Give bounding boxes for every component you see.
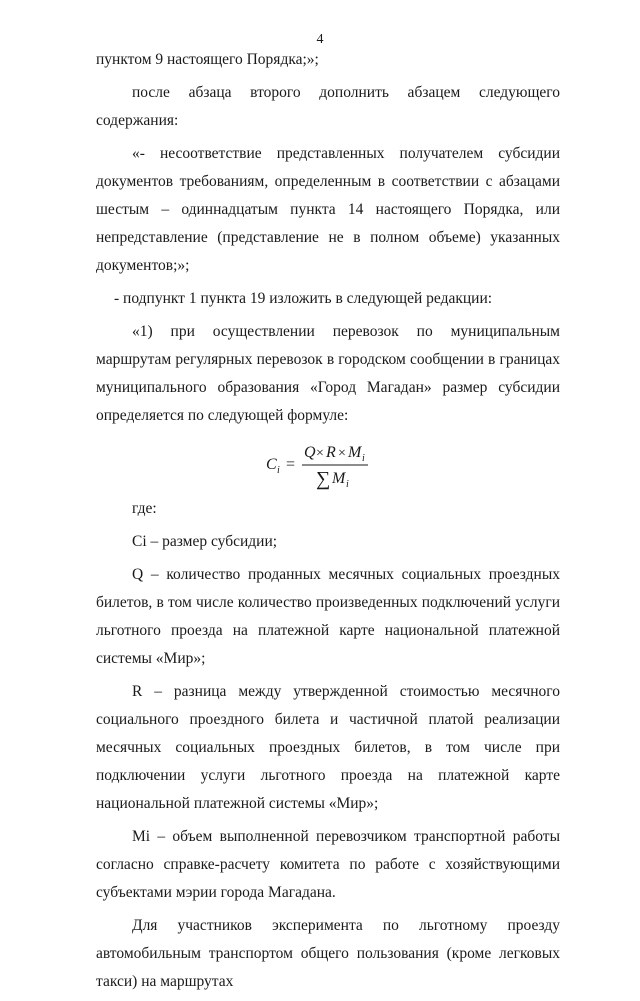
formula-num-r: R bbox=[326, 444, 336, 461]
paragraph-amendment-intro: после абзаца второго дополнить абзацем следующего содержания: bbox=[96, 84, 560, 129]
paragraph-subpoint-intro: - подпункт 1 пункта 19 изложить в следующей редакции: bbox=[114, 290, 493, 307]
paragraph-continuation: пунктом 9 настоящего Порядка;»; bbox=[96, 51, 319, 68]
formula-num-times1: × bbox=[316, 446, 324, 461]
formula-den-sum: ∑ bbox=[316, 468, 331, 490]
formula-lhs: C bbox=[266, 456, 277, 473]
definition-where: где: bbox=[132, 500, 157, 517]
document-body bbox=[96, 46, 560, 1001]
formula-den-m: M bbox=[332, 470, 346, 487]
definition-ci: Ci – размер субсидии; bbox=[132, 533, 278, 550]
definition-mi: Mi – объем выполненной перевозчиком транспортной работы согласно справке-расчету комитета по работе с хозяйствующими субъектами мэрии города Магадана. bbox=[96, 828, 560, 901]
formula-equals: = bbox=[286, 456, 296, 473]
formula-num-times2: × bbox=[338, 446, 346, 461]
formula-num-q: Q bbox=[304, 444, 316, 461]
paragraph-closing: Для участников эксперимента по льготному проезду автомобильным транспортом общего пользования (кроме легковых такси) на маршрутах bbox=[96, 917, 560, 990]
formula bbox=[96, 435, 560, 493]
page-number: 4 bbox=[316, 32, 324, 47]
paragraph-amendment-text: «- несоответствие представленных получателем субсидии документов требованиям, определенным в соответствии с абзацами шестым – одиннадцатым пункта 14 настоящего Порядка, или непредставление (представление не в полном объеме) указанных документов;»; bbox=[96, 145, 560, 274]
paragraph-subpoint-text: «1) при осуществлении перевозок по муниципальным маршрутам регулярных перевозок в городском сообщении в границах муниципального образования «Город Магадан» размер субсидии определяется по следующей формуле: bbox=[96, 323, 560, 424]
formula-lhs-sub: i bbox=[277, 465, 280, 476]
formula-num-m-sub: i bbox=[362, 453, 365, 464]
definition-q: Q – количество проданных месячных социальных проездных билетов, в том числе количество произведенных подключений услуги льготного проезда на платежной карте национальной платежной системы «Мир»; bbox=[96, 566, 560, 667]
formula-den-m-sub: i bbox=[346, 479, 349, 490]
definition-r: R – разница между утвержденной стоимостью месячного социального проездного билета и частичной платой реализации месячных социальных проездных билетов, в том числе при подключении услуги льготного проезда на платежной карте национальной платежной системы «Мир»; bbox=[96, 683, 560, 812]
formula-svg bbox=[266, 439, 406, 493]
formula-num-m: M bbox=[348, 444, 362, 461]
